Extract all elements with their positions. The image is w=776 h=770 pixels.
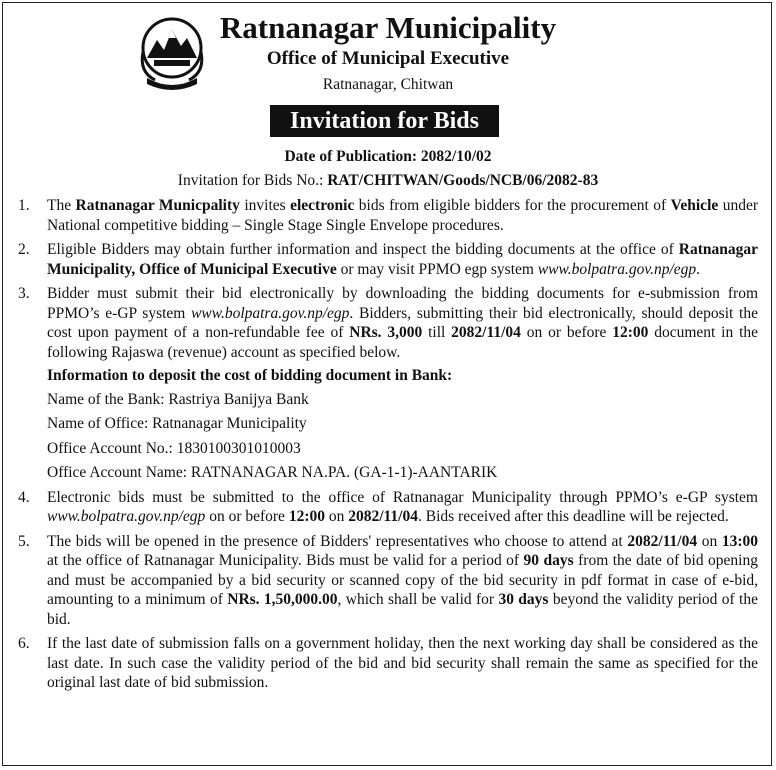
text: from the date of bid opening and must be accompanied by a bid security or scanned copy of the bid security in pdf format in case of e-bid, amounting to a minimum of xyxy=(47,552,758,608)
list-item xyxy=(18,196,758,235)
bid-number-value: RAT/CHITWAN/Goods/NCB/06/2082-83 xyxy=(327,172,599,189)
list-item xyxy=(18,240,758,279)
website-link[interactable]: www.bolpatra.gov.np/egp xyxy=(537,260,697,278)
website-link[interactable]: www.bolpatra.gov.np/egp xyxy=(191,304,350,322)
notice-body xyxy=(18,196,758,698)
bank-info xyxy=(47,366,758,483)
text: document in the following Rajaswa (revenue) account as specified below. xyxy=(47,324,758,361)
item-number: 1. xyxy=(18,197,30,214)
text-bold: 12:00 xyxy=(612,324,649,341)
text-bold: electronic xyxy=(290,197,355,214)
bid-number-label: Invitation for Bids No.: xyxy=(177,172,328,189)
item-number: 6. xyxy=(18,635,30,652)
bid-number xyxy=(0,172,776,190)
item-number: 2. xyxy=(18,241,30,258)
text: beyond the validity period of the bid. xyxy=(47,591,758,628)
text-bold: Ratnanagar Municipality, Office of Municipal Executive xyxy=(47,241,758,278)
text: . Bidders, submitting their bid electronically, should deposit the cost upon payment of a non-refundable fee of xyxy=(47,304,758,341)
location: Ratnanagar, Chitwan xyxy=(322,76,454,93)
text: . xyxy=(696,260,701,278)
text: The bids will be opened in the presence of Bidders' representatives who choose to attend at xyxy=(47,532,628,550)
text: under National competitive bidding – Single Stage Single Envelope procedures. xyxy=(47,197,758,234)
item-number: 3. xyxy=(18,285,30,302)
text-bold: 12:00 xyxy=(288,508,325,525)
text-bold: NRs. 1,50,000.00 xyxy=(227,591,338,608)
text: on xyxy=(697,532,722,550)
text: invites xyxy=(239,197,291,214)
text-bold: 13:00 xyxy=(721,532,759,550)
text: Electronic bids must be submitted to the office of Ratnanagar Municipality through PPMO’s e-GP system xyxy=(47,488,758,506)
text: If the last date of submission falls on a government holiday, then the next working day shall be considered as the last date. In such case the validity period of the bid and bid security shall remain the same as specified for the original last date of bid submission. xyxy=(47,635,758,691)
text-bold: Ratnanagar Municpality xyxy=(75,197,240,214)
list-item xyxy=(18,634,758,693)
item-number: 4. xyxy=(18,488,30,506)
text: Bidder must submit their bid electronically by downloading the bidding documents for e-submission from PPMO’s e-GP system xyxy=(47,285,758,322)
text: Eligible Bidders may obtain further information and inspect the bidding documents at the office of xyxy=(47,241,679,258)
account-name: Office Account Name: RATNANAGAR NA.PA. (GA-1-1)-AANTARIK xyxy=(47,464,498,481)
office-name-line: Name of Office: Ratnanagar Municipality xyxy=(47,415,307,432)
text: on or before xyxy=(205,508,289,525)
list-item xyxy=(18,532,758,630)
bank-info-heading: Information to deposit the cost of bidding document in Bank: xyxy=(47,367,453,384)
office-name: Office of Municipal Executive xyxy=(266,48,510,69)
text: on xyxy=(324,508,349,525)
bank-name: Name of the Bank: Rastriya Banijya Bank xyxy=(47,390,309,408)
text: or may visit PPMO egp system xyxy=(336,260,538,278)
text: at the office of Ratnanagar Municipality. Bids must be valid for a period of xyxy=(47,552,524,569)
text-bold: Vehicle xyxy=(670,197,719,214)
text: on or before xyxy=(520,324,613,341)
website-link[interactable]: www.bolpatra.gov.np/egp xyxy=(47,508,206,525)
text: till xyxy=(422,324,452,341)
text: , which shall be valid for xyxy=(337,591,499,608)
organization-name: Ratnanagar Municipality xyxy=(219,10,557,45)
text: . Bids received after this deadline will be rejected. xyxy=(418,508,729,525)
text-bold: 2082/11/04 xyxy=(451,324,521,341)
list-item xyxy=(18,488,758,527)
list-item xyxy=(18,284,758,483)
text-bold: NRs. 3,000 xyxy=(349,324,423,341)
text-bold: 90 days xyxy=(523,552,574,569)
text-bold: 30 days xyxy=(498,591,549,608)
text: bids from eligible bidders for the procurement of xyxy=(354,197,671,214)
notice-title: Invitation for Bids xyxy=(270,105,499,137)
text: The xyxy=(47,197,76,214)
text-bold: 2082/11/04 xyxy=(627,532,698,550)
text-bold: 2082/11/04 xyxy=(348,508,418,525)
item-number: 5. xyxy=(18,532,30,550)
account-number: Office Account No.: 1830100301010003 xyxy=(47,439,301,457)
publication-date: Date of Publication: 2082/10/02 xyxy=(284,148,492,165)
